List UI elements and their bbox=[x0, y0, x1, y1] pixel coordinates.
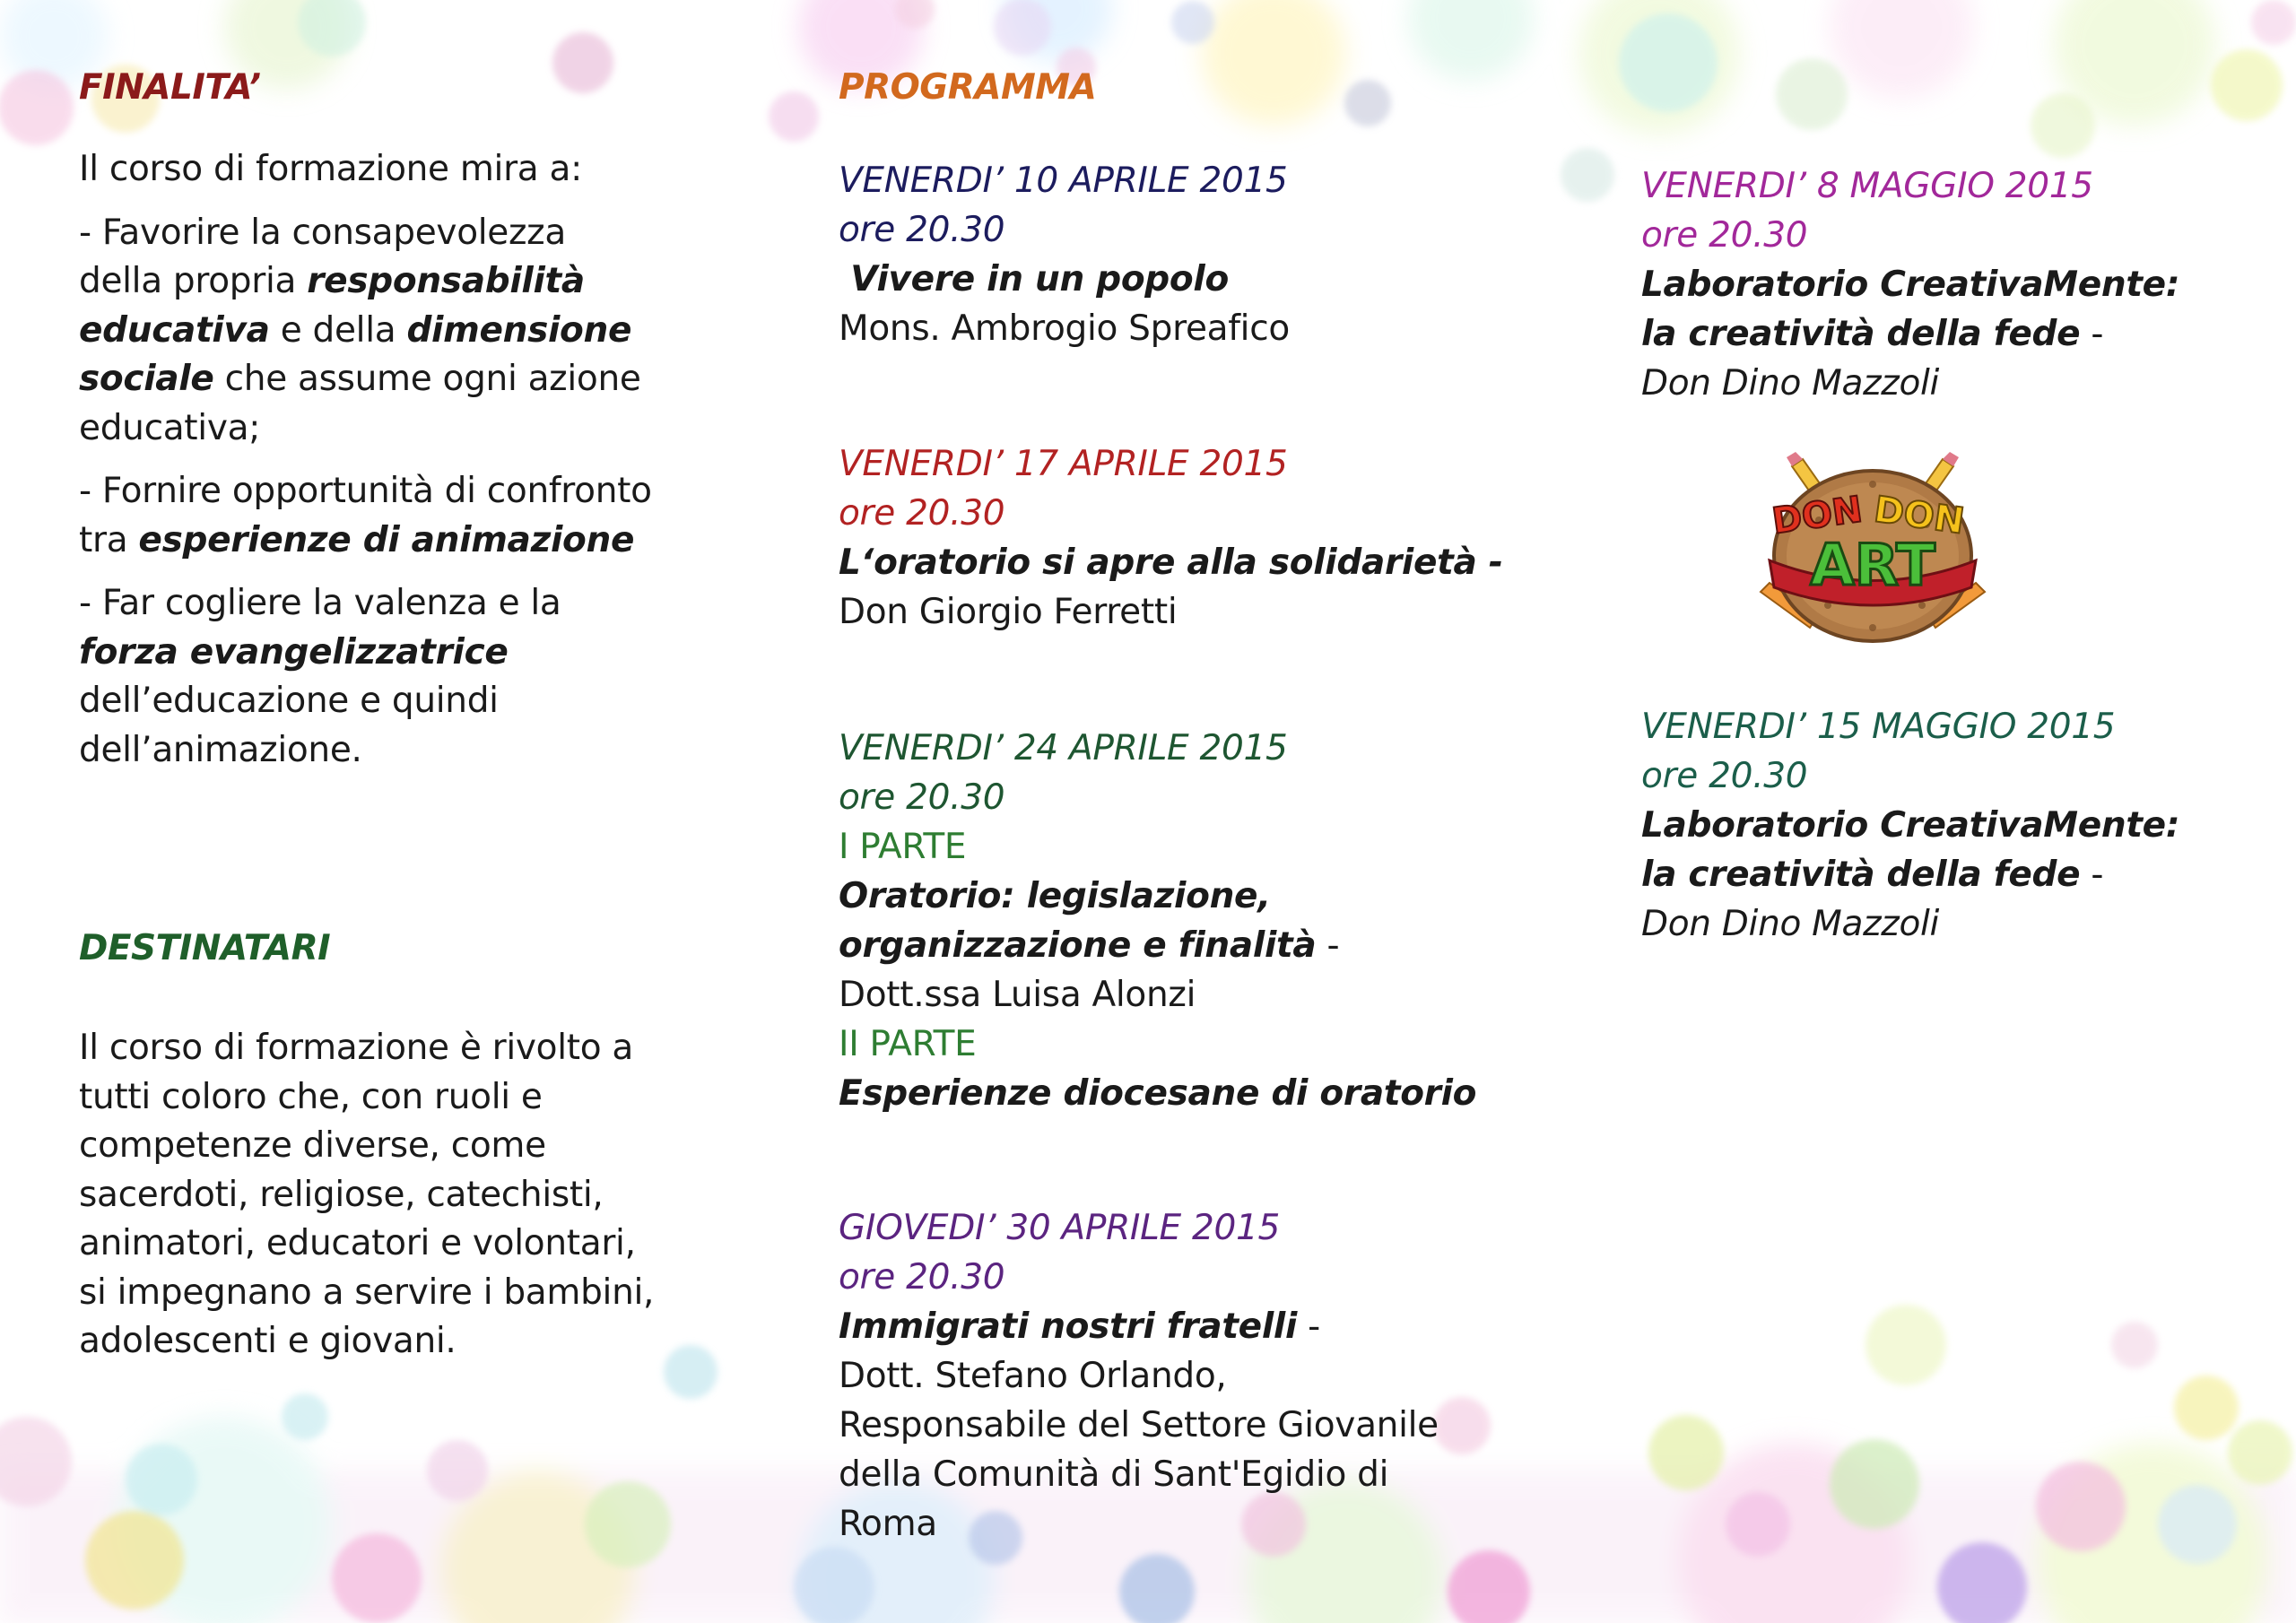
event-title: L‘oratorio si apre alla solidarietà - bbox=[839, 542, 1503, 583]
event-15-maggio bbox=[1641, 702, 2179, 949]
programma-heading: PROGRAMMA bbox=[839, 67, 1097, 108]
logo-word-2: DON bbox=[1871, 489, 1967, 542]
item1-line-e: e della bbox=[269, 309, 407, 351]
finalita-body bbox=[79, 145, 761, 775]
event-part-2: II PARTE bbox=[839, 1024, 977, 1064]
event-title-1b-line bbox=[839, 921, 1476, 970]
event-speaker-line: della Comunità di Sant'Egidio di bbox=[839, 1454, 1389, 1495]
event-time: ore 20.30 bbox=[839, 210, 1005, 250]
event-speaker-line: Responsabile del Settore Giovanile bbox=[839, 1405, 1439, 1445]
event-date: VENERDI’ 8 MAGGIO 2015 bbox=[1641, 166, 2093, 206]
item3-line-d: dell’animazione. bbox=[79, 729, 362, 770]
destinatari-line: sacerdoti, religiose, catechisti, bbox=[79, 1174, 604, 1215]
event-dash: - bbox=[2080, 314, 2104, 354]
event-title-a: Laboratorio CreativaMente: bbox=[1641, 265, 2180, 305]
item3-emph-forza: forza evangelizzatrice bbox=[79, 631, 509, 673]
item1-line-a: - Favorire la consapevolezza bbox=[79, 212, 566, 253]
event-title: Immigrati nostri fratelli bbox=[839, 1306, 1298, 1347]
event-title-2: Esperienze diocesane di oratorio bbox=[839, 1073, 1477, 1114]
finalita-intro: Il corso di formazione mira a: bbox=[79, 149, 582, 189]
item3-line-c: dell’educazione e quindi bbox=[79, 681, 499, 721]
item1-emph-sociale: sociale bbox=[79, 359, 214, 399]
don-don-art-logo bbox=[1756, 448, 1989, 650]
event-dash: - bbox=[1297, 1306, 1320, 1347]
event-title: Vivere in un popolo bbox=[839, 259, 1229, 299]
finalita-heading: FINALITA’ bbox=[79, 67, 261, 108]
logo-word-3: ART bbox=[1810, 533, 1935, 599]
event-8-maggio bbox=[1641, 161, 2179, 408]
item2-line-a: - Fornire opportunità di confronto bbox=[79, 471, 652, 511]
event-title-b-line bbox=[1641, 850, 2179, 899]
item1-line-i: educativa; bbox=[79, 407, 261, 448]
event-speaker-line: Roma bbox=[839, 1504, 937, 1544]
event-date: VENERDI’ 10 APRILE 2015 bbox=[839, 161, 1288, 201]
middle-column bbox=[839, 63, 1574, 1587]
event-time: ore 20.30 bbox=[839, 777, 1005, 818]
event-title-1a: Oratorio: legislazione, bbox=[839, 876, 1271, 916]
event-speaker: Don Dino Mazzoli bbox=[1641, 363, 1940, 404]
event-10-aprile bbox=[839, 156, 1290, 353]
item1-emph-responsabilita: responsabilità bbox=[307, 261, 585, 301]
event-dash: - bbox=[2080, 855, 2104, 895]
left-column bbox=[79, 63, 761, 1361]
event-time: ore 20.30 bbox=[839, 493, 1005, 534]
finalita-item-1 bbox=[79, 209, 761, 454]
event-date: VENERDI’ 15 MAGGIO 2015 bbox=[1641, 707, 2116, 747]
destinatari-line: Il corso di formazione è rivolto a bbox=[79, 1028, 634, 1068]
item1-line-b: della propria bbox=[79, 261, 308, 301]
destinatari-body bbox=[79, 1024, 761, 1367]
event-24-aprile bbox=[839, 724, 1476, 1118]
item1-emph-educativa: educativa bbox=[79, 309, 270, 351]
finalita-item-2 bbox=[79, 467, 761, 565]
event-date: VENERDI’ 17 APRILE 2015 bbox=[839, 444, 1288, 484]
destinatari-line: si impegnano a servire i bambini, bbox=[79, 1271, 655, 1313]
event-speaker: Don Giorgio Ferretti bbox=[839, 592, 1178, 632]
item2-emph-esperienze: esperienze di animazione bbox=[138, 519, 635, 560]
destinatari-heading: DESTINATARI bbox=[79, 928, 331, 968]
event-speaker-line: Dott. Stefano Orlando, bbox=[839, 1356, 1227, 1396]
event-title-a: Laboratorio CreativaMente: bbox=[1641, 805, 2180, 846]
logo-word-1: DON bbox=[1770, 489, 1866, 542]
event-title-line bbox=[839, 1302, 1439, 1351]
event-time: ore 20.30 bbox=[839, 1257, 1005, 1298]
event-speaker: Dott.ssa Luisa Alonzi bbox=[839, 975, 1196, 1015]
event-time: ore 20.30 bbox=[1641, 215, 1808, 256]
event-part-1: I PARTE bbox=[839, 827, 967, 867]
item1-emph-dimensione: dimensione bbox=[406, 309, 632, 351]
destinatari-line: tutti coloro che, con ruoli e bbox=[79, 1076, 543, 1117]
event-title-b-line bbox=[1641, 309, 2179, 359]
destinatari-line: adolescenti e giovani. bbox=[79, 1321, 457, 1361]
item1-line-h: che assume ogni azione bbox=[213, 359, 641, 399]
event-date: VENERDI’ 24 APRILE 2015 bbox=[839, 728, 1288, 768]
event-time: ore 20.30 bbox=[1641, 756, 1808, 796]
item2-line-b: tra bbox=[79, 519, 139, 560]
event-date: GIOVEDI’ 30 APRILE 2015 bbox=[839, 1208, 1281, 1248]
event-speaker: Don Dino Mazzoli bbox=[1641, 904, 1940, 944]
event-30-aprile bbox=[839, 1203, 1439, 1549]
item3-line-a: - Far cogliere la valenza e la bbox=[79, 583, 561, 623]
destinatari-line: competenze diverse, come bbox=[79, 1125, 546, 1166]
event-title-b: la creatività della fede bbox=[1641, 855, 2081, 895]
event-speaker: Mons. Ambrogio Spreafico bbox=[839, 308, 1290, 349]
finalita-item-3 bbox=[79, 579, 761, 775]
destinatari-line: animatori, educatori e volontari, bbox=[79, 1223, 636, 1263]
event-title-b: la creatività della fede bbox=[1641, 314, 2081, 354]
event-dash: - bbox=[1316, 925, 1340, 966]
event-17-aprile bbox=[839, 439, 1503, 637]
event-title-1b: organizzazione e finalità bbox=[839, 925, 1317, 966]
